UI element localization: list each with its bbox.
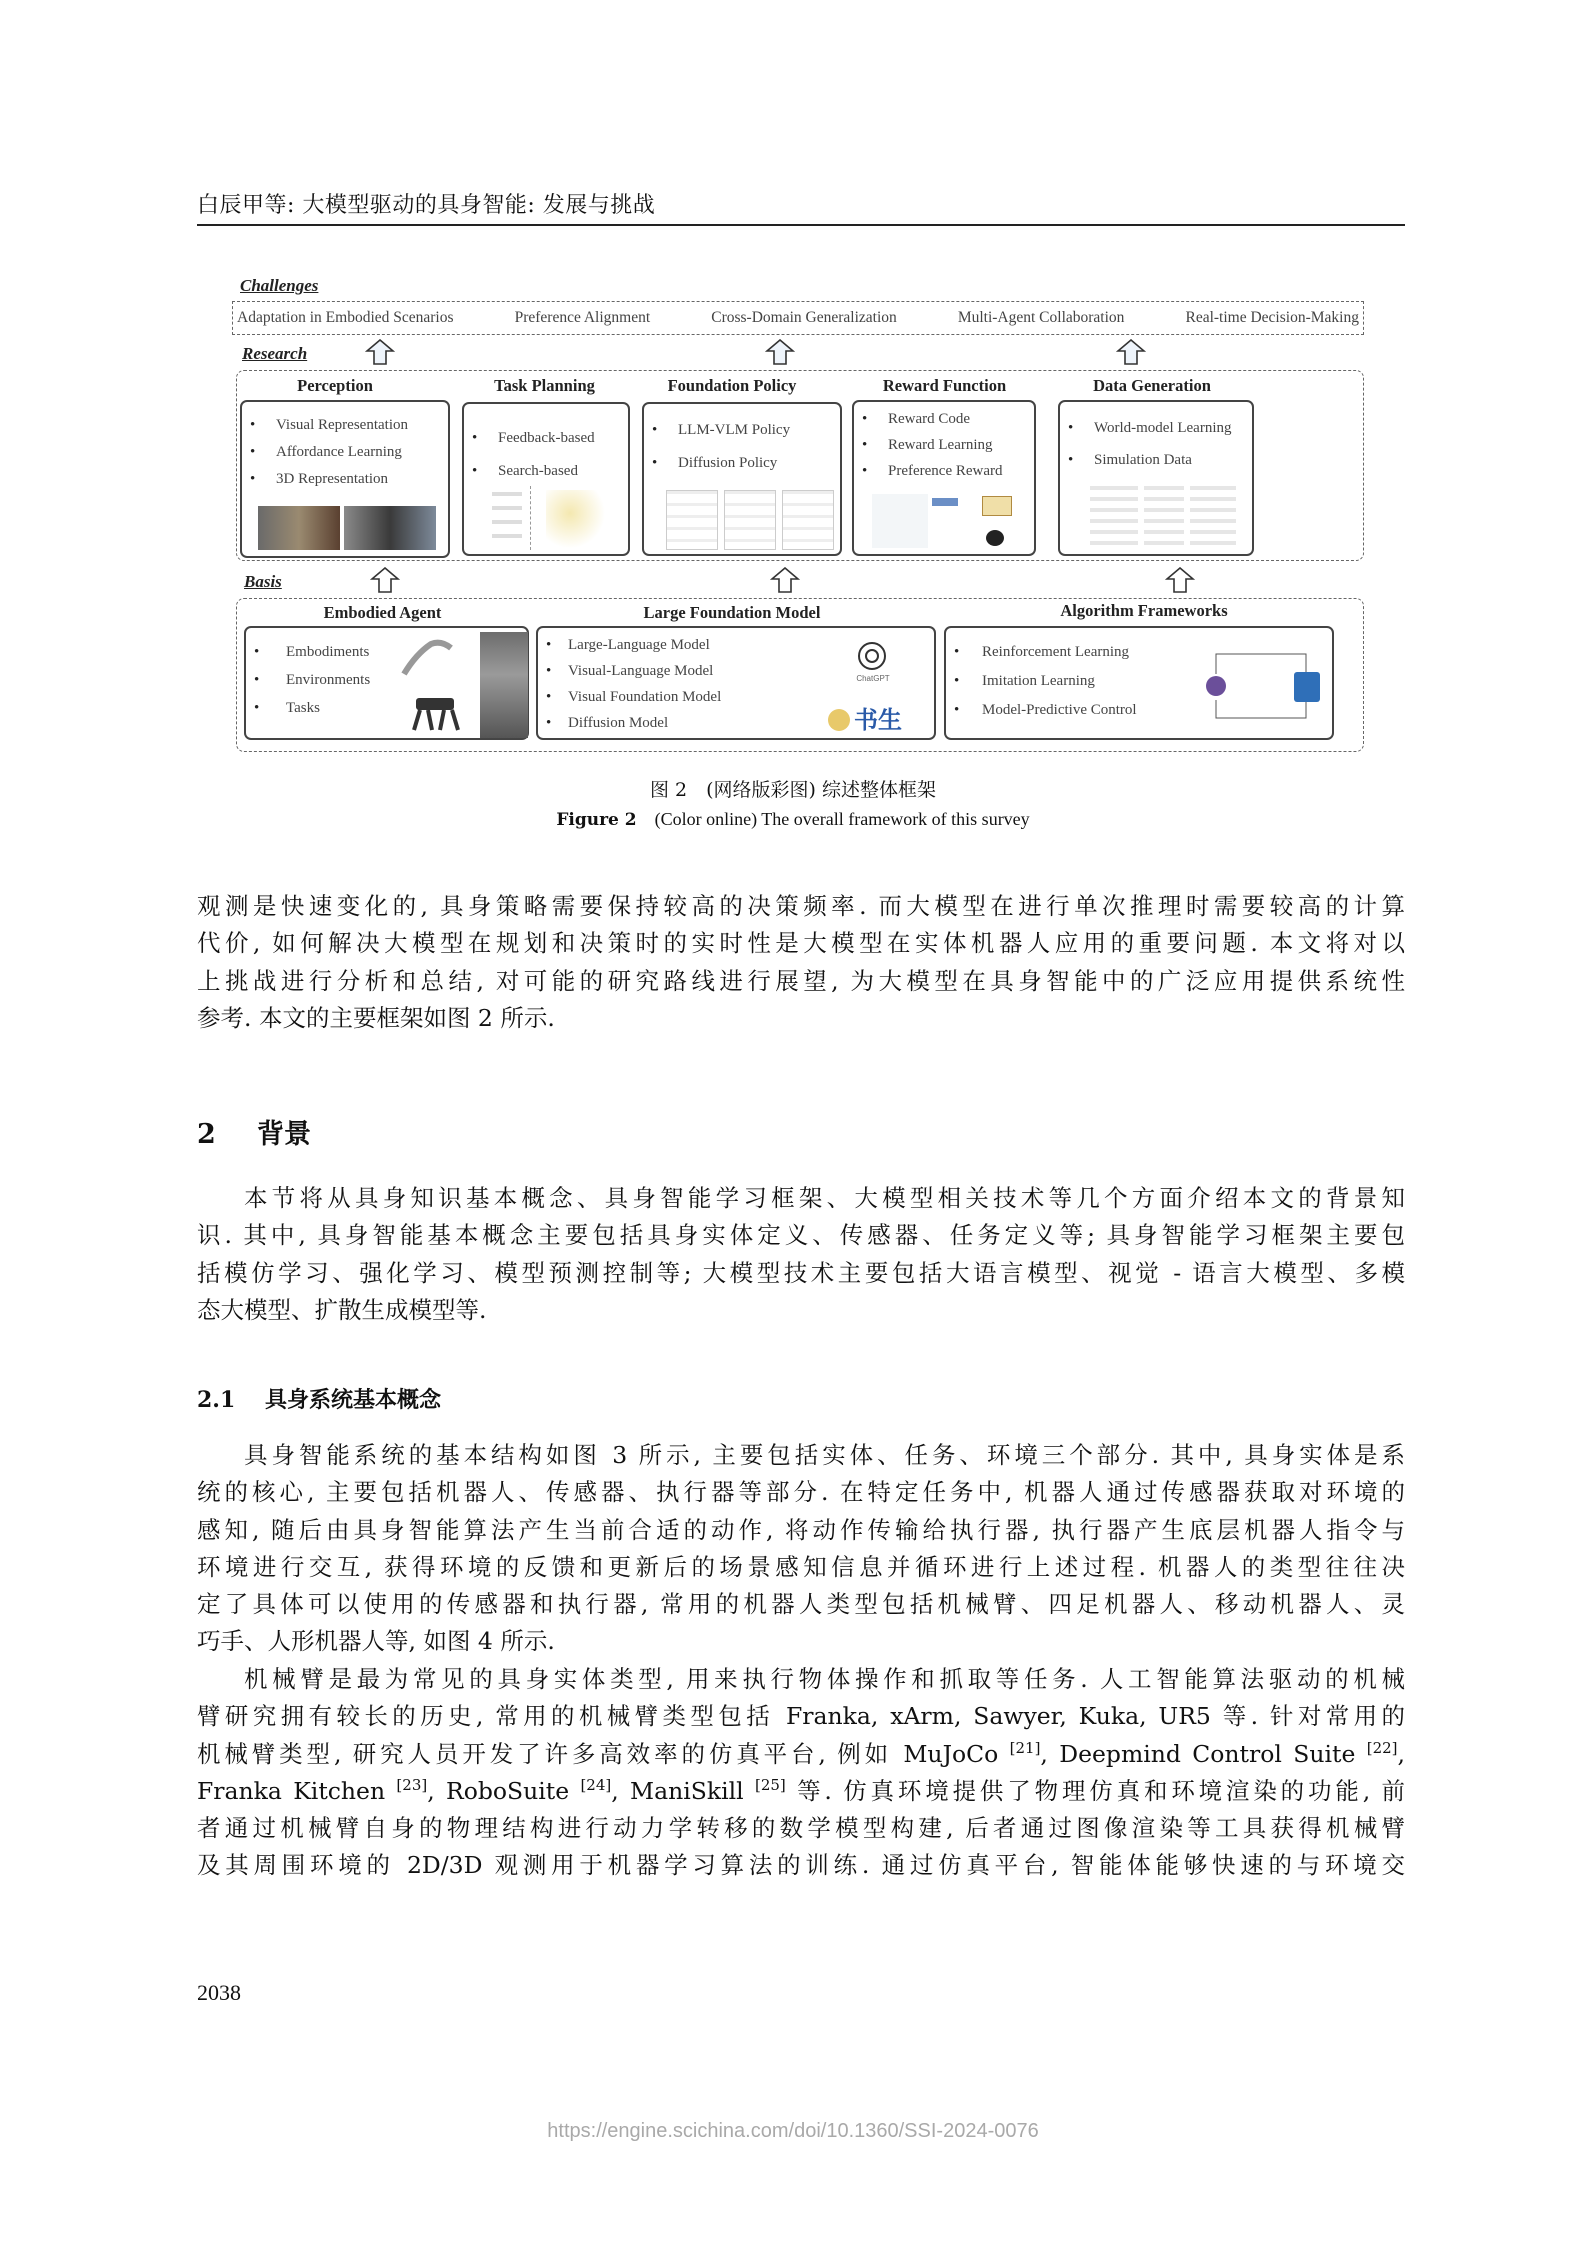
citation-ref-22[interactable]: [22] [1366, 1738, 1398, 1757]
reward-model-box [982, 496, 1012, 516]
text-run: , RoboSuite [427, 1776, 581, 1805]
chatgpt-logo-text: ChatGPT [856, 674, 890, 683]
list-item: • Embodiments [246, 638, 527, 666]
list-item: • Reward Learning [854, 432, 1034, 458]
citation-ref-25[interactable]: [25] [754, 1775, 786, 1794]
research-panel-reward-function [852, 400, 1036, 556]
text-line: 机械臂是最为常见的具身实体类型, 用来执行物体操作和抓取等任务. 人工智能算法驱动的机械 [244, 1665, 1405, 1693]
globe-icon [986, 530, 1004, 546]
list-item: • Affordance Learning [242, 439, 448, 466]
research-title-task-planning: Task Planning [494, 376, 595, 395]
shusheng-logo [828, 700, 920, 732]
shusheng-logo-icon [828, 709, 850, 731]
section-2-1-paragraph-1 [197, 1437, 1405, 1661]
section-number: 2.1 [197, 1387, 236, 1413]
list-item: • Simulation Data [1060, 444, 1252, 476]
basis-title-embodied-agent: Embodied Agent [323, 603, 442, 622]
section-title: 具身系统基本概念 [265, 1387, 442, 1413]
text-line: 上挑战进行分析和总结, 对可能的研究路线进行展望, 为大模型在具身智能中的广泛应用提供系统性 [197, 966, 1405, 995]
figure-label: Figure 2 [556, 810, 637, 830]
list-item: • Feedback-based [464, 422, 628, 455]
research-title-reward-function: Reward Function [882, 376, 1007, 395]
text-line: 巧手、人形机器人等, 如图 4 所示. [197, 1627, 555, 1656]
list-item: • Model-Predictive Control [946, 696, 1332, 725]
text-line: 具身智能系统的基本结构如图 3 所示, 主要包括实体、任务、环境三个部分. 其中, 具身实体是系 [244, 1441, 1405, 1469]
policy-diagram [666, 490, 718, 550]
task-planning-diagram [492, 492, 522, 548]
research-panel-task-planning [462, 402, 630, 556]
perception-image [258, 506, 340, 550]
research-title-perception: Perception [297, 376, 373, 395]
citation-ref-24[interactable]: [24] [580, 1775, 612, 1794]
list-item: • LLM-VLM Policy [644, 414, 840, 447]
figure-caption-zh: 图 2 (网络版彩图) 综述整体框架 [650, 779, 936, 801]
text-line: 代价, 如何解决大模型在规划和决策时的实时性是大模型在实体机器人应用的重要问题. 本文将对以 [197, 929, 1405, 958]
text-line: 臂研究拥有较长的历史, 常用的机械臂类型包括 Franka, xArm, Sawyer, Kuka, UR5 等. 针对常用的 [197, 1702, 1405, 1731]
list-item: • 3D Representation [242, 466, 448, 493]
text-line: 识. 其中, 具身智能基本概念主要包括具身实体定义、传感器、任务定义等; 具身智能学习框架主要包 [197, 1221, 1405, 1250]
text-run: 等. 仿真环境提供了物理仿真和环境渲染的功能, 前 [785, 1776, 1405, 1805]
up-arrow-icon [1116, 339, 1146, 365]
challenge-item: Cross-Domain Generalization [711, 309, 897, 326]
list-item: • Large-Language Model [538, 632, 934, 658]
text-run: , ManiSkill [611, 1776, 755, 1805]
up-arrow-icon [770, 567, 800, 593]
research-title-data-generation: Data Generation [1093, 376, 1211, 395]
perception-image [344, 506, 436, 550]
section-heading-2 [197, 1112, 311, 1151]
basis-label: Basis [244, 572, 282, 591]
list-item: • Visual-Language Model [538, 658, 934, 684]
list-item: • Environments [246, 666, 527, 694]
text-line: 感知, 随后由具身智能算法产生当前合适的动作, 将动作传输给执行器, 执行器产生底层机器人指令与 [197, 1515, 1405, 1544]
text-line: 定了具体可以使用的传感器和执行器, 常用的机器人类型包括机械臂、四足机器人、移动机器人、灵 [197, 1590, 1405, 1619]
challenge-item: Adaptation in Embodied Scenarios [237, 309, 454, 326]
list-item: • Reward Code [854, 406, 1034, 432]
challenge-item: Multi-Agent Collaboration [957, 309, 1125, 326]
citation-ref-23[interactable]: [23] [396, 1775, 428, 1794]
text-line: 者通过机械臂自身的物理结构进行动力学转移的数学模型构建, 后者通过图像渲染等工具获得机械臂 [197, 1814, 1405, 1843]
basis-panel-embodied-agent [244, 626, 529, 740]
list-item: • Tasks [246, 694, 527, 722]
task-planning-diagram [546, 490, 606, 548]
list-item: • Reinforcement Learning [946, 638, 1332, 667]
list-item: • Diffusion Policy [644, 447, 840, 480]
list-item: • Imitation Learning [946, 667, 1332, 696]
chatgpt-logo-icon [854, 638, 890, 674]
text-line [197, 1773, 1405, 1810]
list-item: • Visual Foundation Model [538, 684, 934, 710]
data-diagram [1090, 486, 1138, 546]
text-run: , Deepmind Control Suite [1040, 1739, 1367, 1768]
divider [530, 486, 531, 550]
research-panel-data-generation [1058, 400, 1254, 556]
text-line: 环境进行交互, 获得环境的反馈和更新后的场景感知信息并循环进行上述过程. 机器人的类型往往决 [197, 1552, 1405, 1581]
basis-title-large-foundation-model: Large Foundation Model [643, 603, 821, 622]
data-diagram [1190, 486, 1236, 546]
text-run: , [1397, 1739, 1405, 1768]
section-2-1-paragraph-2 [197, 1661, 1405, 1885]
section-title: 背景 [257, 1119, 311, 1150]
list-item: • Diffusion Model [538, 710, 934, 736]
challenge-item: Real-time Decision-Making [1185, 309, 1359, 326]
section-2-paragraph [197, 1180, 1405, 1329]
up-arrow-icon [1165, 567, 1195, 593]
list-item: • Search-based [464, 455, 628, 488]
section-number: 2 [197, 1119, 216, 1150]
text-line: 括模仿学习、强化学习、模型预测控制等; 大模型技术主要包括大语言模型、视觉 - 语言大模型、多模 [197, 1258, 1405, 1287]
citation-ref-21[interactable]: [21] [1009, 1738, 1041, 1757]
challenge-item: Preference Alignment [514, 309, 651, 326]
text-line [197, 1736, 1405, 1773]
basis-panel-algorithm-frameworks [944, 626, 1334, 740]
policy-diagram [782, 490, 834, 550]
text-line: 及其周围环境的 2D/3D 观测用于机器学习算法的训练. 通过仿真平台, 智能体能够快速的与环境交 [197, 1851, 1405, 1880]
research-title-foundation-policy: Foundation Policy [667, 376, 797, 395]
challenges-label: Challenges [240, 276, 319, 295]
humanoid-robot-image [480, 632, 528, 738]
agent-environment-loop-diagram [1196, 644, 1326, 726]
reward-diagram [872, 494, 928, 548]
data-diagram [1144, 486, 1184, 546]
text-run: Franka Kitchen [197, 1776, 397, 1805]
list-item: • Visual Representation [242, 412, 448, 439]
figure-caption-en [0, 809, 1586, 830]
header-rule [197, 224, 1405, 226]
figure-2-framework-diagram [232, 276, 1366, 760]
challenges-band [232, 301, 1364, 335]
up-arrow-icon [370, 567, 400, 593]
text-line: 态大模型、扩散生成模型等. [197, 1295, 487, 1324]
text-run: 机械臂类型, 研究人员开发了许多高效率的仿真平台, 例如 MuJoCo [197, 1739, 1010, 1768]
figure-caption-text: (Color online) The overall framework of this survey [654, 809, 1030, 829]
text-line: 参考. 本文的主要框架如图 2 所示. [197, 1003, 555, 1032]
text-line: 统的核心, 主要包括机器人、传感器、执行器等部分. 在特定任务中, 机器人通过传感器获取对环境的 [197, 1478, 1405, 1507]
reward-diagram [932, 498, 958, 506]
up-arrow-icon [365, 339, 395, 365]
research-panel-perception [240, 400, 450, 558]
basis-title-algorithm-frameworks: Algorithm Frameworks [1060, 601, 1228, 620]
shusheng-logo-text: 书生 [854, 706, 902, 734]
research-panel-foundation-policy [642, 402, 842, 556]
policy-diagram [724, 490, 776, 550]
robot-arm-and-quadruped-icon [396, 634, 471, 734]
list-item: • Preference Reward [854, 458, 1034, 484]
intro-paragraph [197, 888, 1405, 1037]
watermark-url[interactable]: https://engine.scichina.com/doi/10.1360/SSI-2024-0076 [547, 2120, 1039, 2142]
basis-panel-large-foundation-model [536, 626, 936, 740]
page-number: 2038 [197, 1980, 241, 2005]
text-line: 观测是快速变化的, 具身策略需要保持较高的决策频率. 而大模型在进行单次推理时需要较高的计算 [197, 892, 1405, 920]
up-arrow-icon [765, 339, 795, 365]
list-item: • World-model Learning [1060, 412, 1252, 444]
running-header-title: 白辰甲等: 大模型驱动的具身智能: 发展与挑战 [197, 193, 656, 218]
research-label: Research [242, 344, 308, 363]
section-heading-2-1 [197, 1383, 441, 1414]
text-line: 本节将从具身知识基本概念、具身智能学习框架、大模型相关技术等几个方面介绍本文的背景知 [244, 1184, 1405, 1212]
